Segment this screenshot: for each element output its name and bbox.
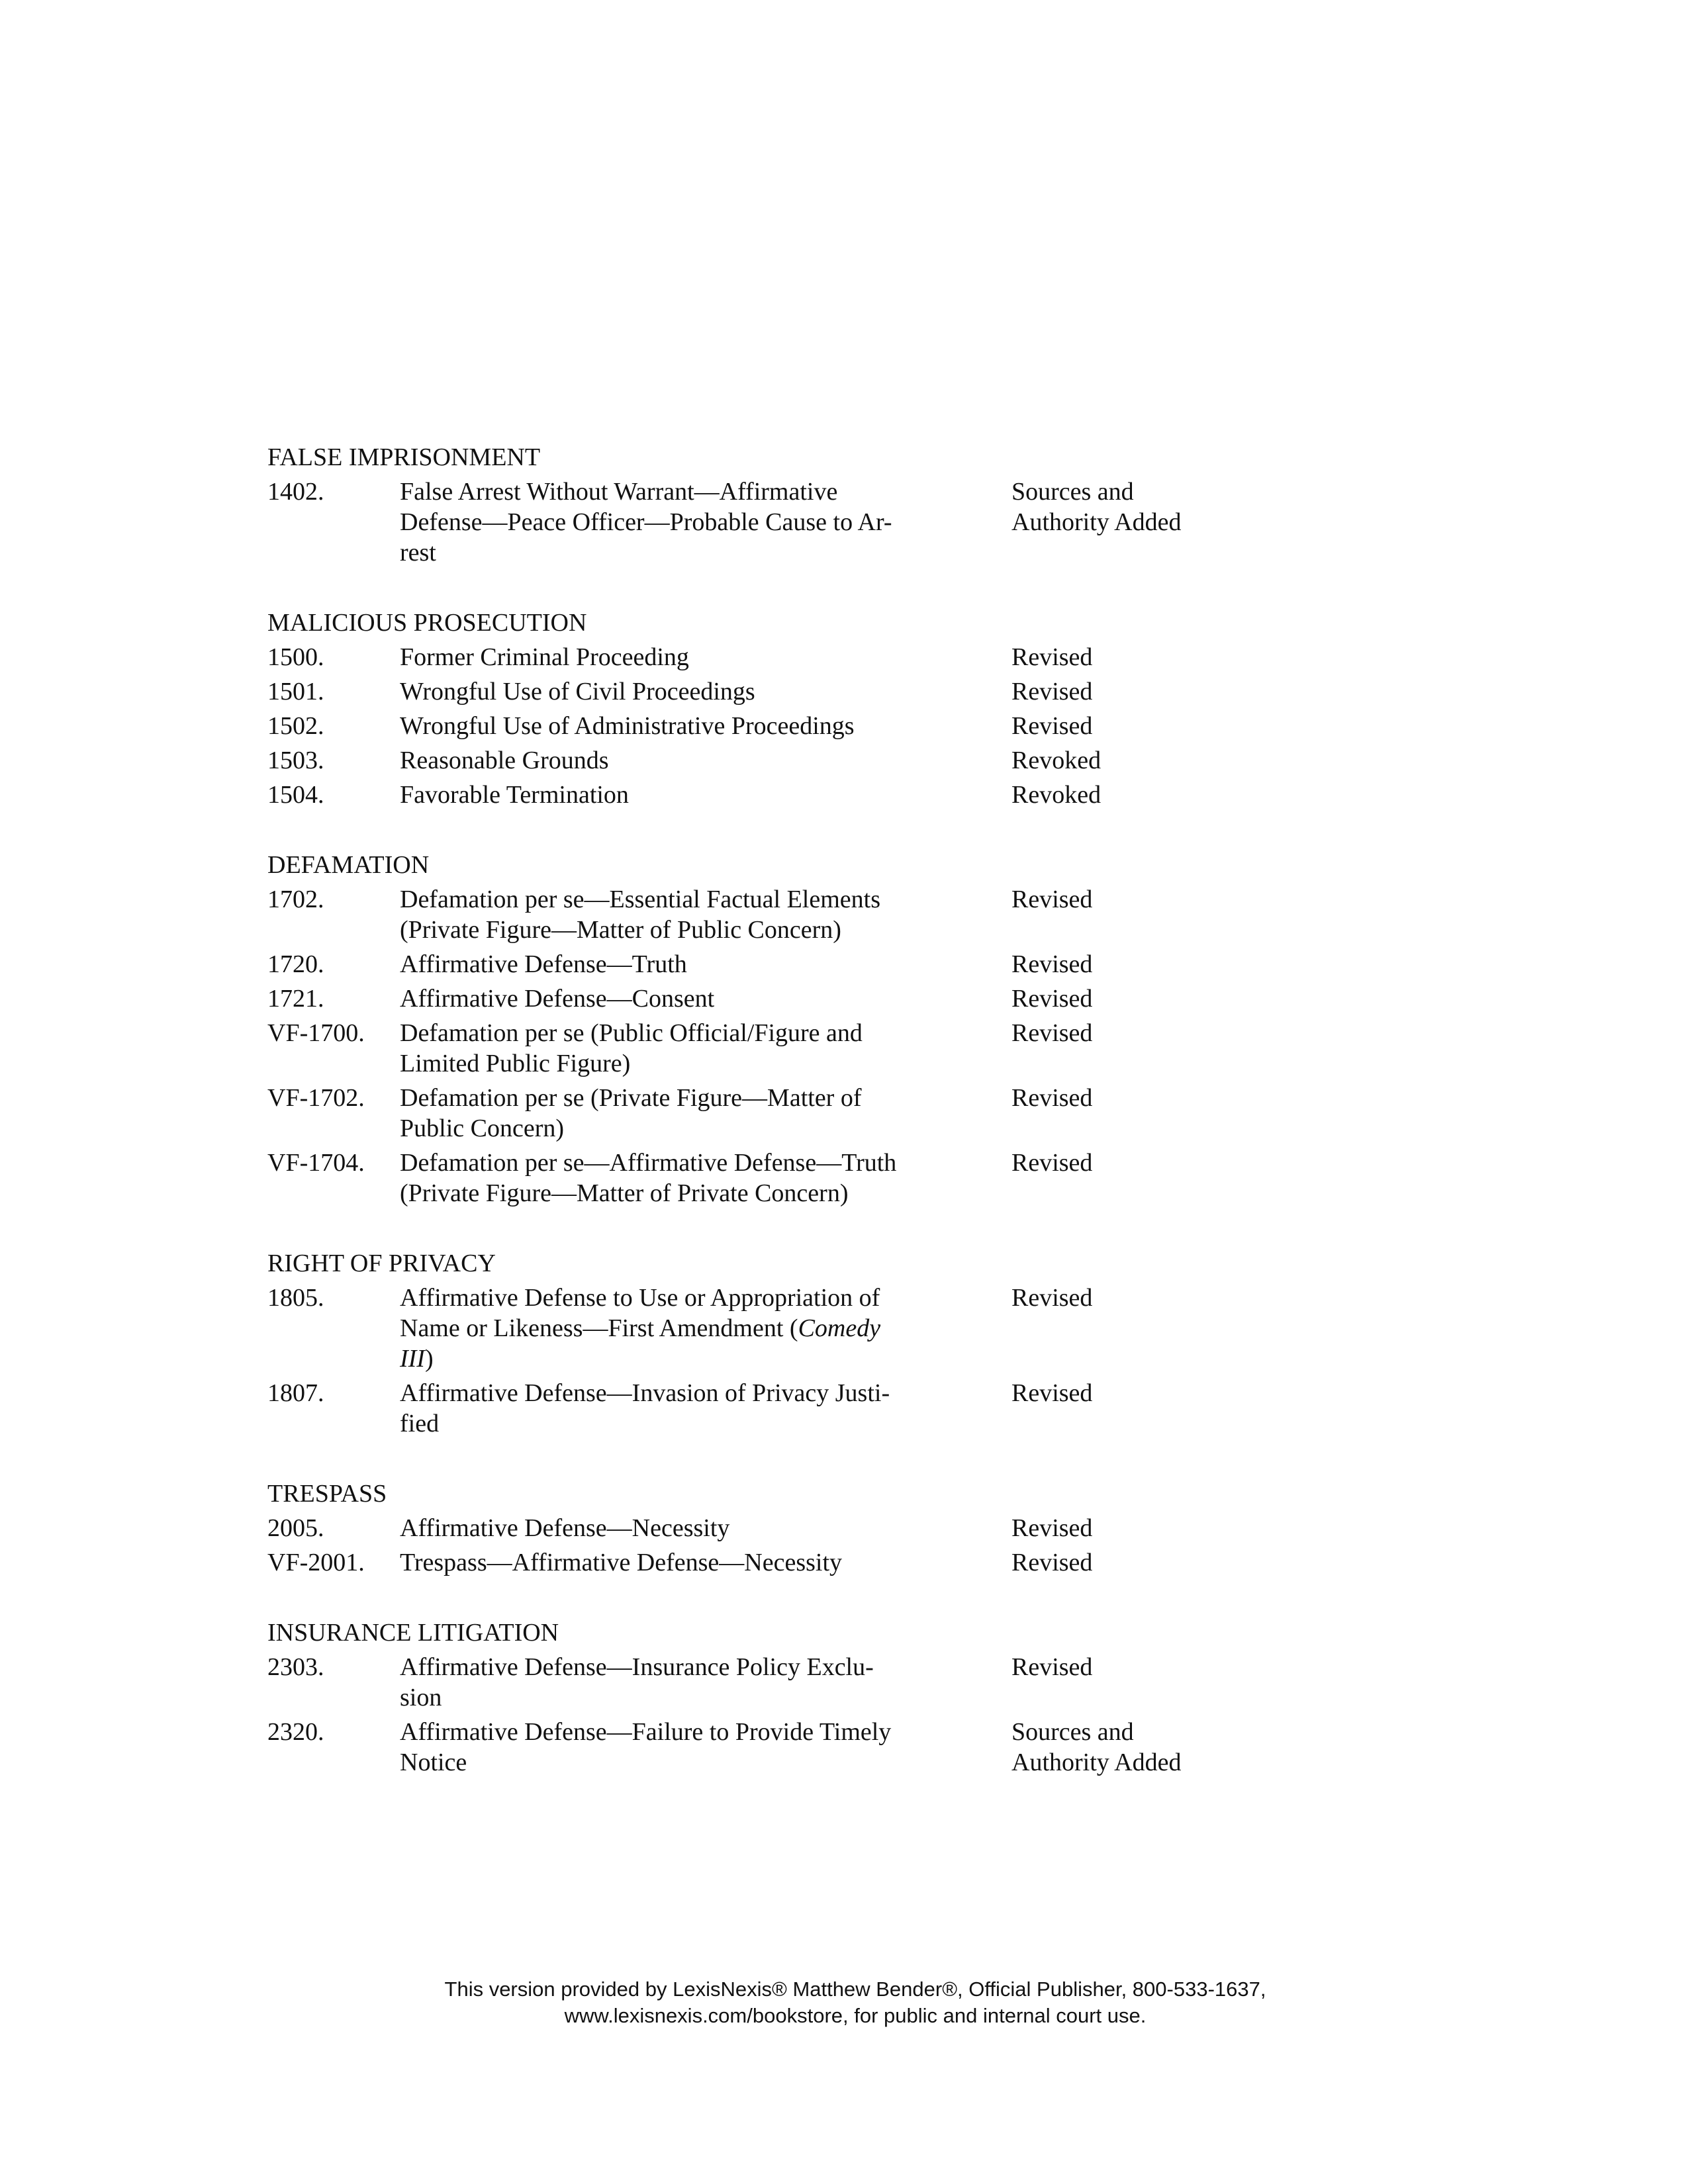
instruction-title-line: False Arrest Without Warrant—Affirmative — [400, 478, 838, 506]
instruction-row — [267, 477, 1360, 568]
revision-status-line: Revised — [1011, 1284, 1093, 1312]
revision-status — [1011, 711, 1289, 741]
section — [267, 1617, 1360, 1778]
instruction-row — [267, 642, 1360, 672]
revision-status-line: Revised — [1011, 1019, 1093, 1047]
instruction-row — [267, 676, 1360, 707]
instruction-title-line: Affirmative Defense—Truth — [400, 950, 687, 978]
instruction-row — [267, 1513, 1360, 1543]
instruction-number: 2320. — [267, 1718, 324, 1746]
instruction-title-line: Defamation per se (Private Figure—Matter of — [400, 1084, 862, 1112]
revision-status — [1011, 642, 1289, 672]
revision-status-line: Revised — [1011, 1653, 1093, 1681]
section — [267, 1248, 1360, 1439]
instruction-title — [400, 477, 996, 568]
revision-status — [1011, 477, 1289, 537]
footer-line-1: This version provided by LexisNexis® Matthew Bender®, Official Publisher, 800-533-1637, — [444, 1978, 1266, 2001]
revision-status — [1011, 983, 1289, 1014]
instruction-title — [400, 1513, 996, 1543]
instruction-number: 1807. — [267, 1379, 324, 1407]
footer-line-2: www.lexisnexis.com/bookstore, for public and internal court use. — [564, 2004, 1147, 2027]
instruction-title-line: Affirmative Defense to Use or Appropriation of — [400, 1284, 880, 1312]
instruction-number: 2303. — [267, 1653, 324, 1681]
section — [267, 1479, 1360, 1578]
instruction-title — [400, 676, 996, 707]
instruction-row — [267, 983, 1360, 1014]
instruction-number: 1805. — [267, 1284, 324, 1312]
instruction-title-line: Public Concern) — [400, 1115, 565, 1142]
revision-status-line: Authority Added — [1011, 508, 1182, 536]
revision-status-line: Revoked — [1011, 747, 1102, 774]
revision-status-line: Revised — [1011, 643, 1093, 671]
instruction-title — [400, 949, 996, 979]
instruction-row — [267, 1652, 1360, 1713]
revision-status — [1011, 1513, 1289, 1543]
instruction-number: VF-1702. — [267, 1084, 365, 1112]
revision-status-line: Revoked — [1011, 781, 1102, 809]
instruction-title — [400, 1283, 996, 1374]
revision-status — [1011, 780, 1289, 810]
instruction-title — [400, 711, 996, 741]
instruction-title-line: Wrongful Use of Civil Proceedings — [400, 678, 755, 705]
instruction-title-line: Affirmative Defense—Necessity — [400, 1514, 730, 1542]
instruction-title-line: (Private Figure—Matter of Private Concern) — [400, 1179, 849, 1207]
instruction-number: 1501. — [267, 678, 324, 705]
revision-status — [1011, 676, 1289, 707]
instruction-title-line: Notice — [400, 1749, 467, 1776]
section — [267, 608, 1360, 810]
revision-status-line: Revised — [1011, 1084, 1093, 1112]
section-title: TRESPASS — [267, 1480, 387, 1508]
revision-status-line: Revised — [1011, 1549, 1093, 1576]
revision-status — [1011, 745, 1289, 776]
instruction-number: 1702. — [267, 886, 324, 913]
instruction-title — [400, 1148, 996, 1208]
revision-status-line: Revised — [1011, 1514, 1093, 1542]
instruction-number: 1720. — [267, 950, 324, 978]
instruction-row — [267, 1547, 1360, 1578]
instruction-title-line: Defamation per se (Public Official/Figure and — [400, 1019, 863, 1047]
publisher-footer — [0, 1976, 1688, 2029]
instruction-title-line: Affirmative Defense—Failure to Provide Timely — [400, 1718, 892, 1746]
revision-status-line: Revised — [1011, 712, 1093, 740]
instruction-title-line: Affirmative Defense—Insurance Policy Exclu- — [400, 1653, 874, 1681]
instruction-row — [267, 711, 1360, 741]
section — [267, 850, 1360, 1208]
instruction-title-line: Wrongful Use of Administrative Proceedings — [400, 712, 855, 740]
revision-status — [1011, 1083, 1289, 1113]
instruction-number: VF-1700. — [267, 1019, 365, 1047]
instruction-number: 1502. — [267, 712, 324, 740]
section-title: RIGHT OF PRIVACY — [267, 1250, 496, 1277]
instruction-title-line: Reasonable Grounds — [400, 747, 609, 774]
instruction-row — [267, 780, 1360, 810]
revision-status — [1011, 1717, 1289, 1778]
revision-status — [1011, 1652, 1289, 1682]
instruction-row — [267, 949, 1360, 979]
instruction-title — [400, 1717, 996, 1778]
revision-status-line: Revised — [1011, 985, 1093, 1013]
instruction-title — [400, 642, 996, 672]
section-title: MALICIOUS PROSECUTION — [267, 609, 587, 637]
revision-status-line: Revised — [1011, 1379, 1093, 1407]
instruction-title-line: Defense—Peace Officer—Probable Cause to Ar- — [400, 508, 892, 536]
instruction-title-line: Defamation per se—Essential Factual Elements — [400, 886, 880, 913]
revision-status — [1011, 1148, 1289, 1178]
instruction-title — [400, 780, 996, 810]
instruction-title-line: (Private Figure—Matter of Public Concern) — [400, 916, 841, 944]
revision-status — [1011, 1378, 1289, 1408]
instruction-row — [267, 1018, 1360, 1079]
instruction-row — [267, 1378, 1360, 1439]
instruction-title — [400, 983, 996, 1014]
section-title: DEFAMATION — [267, 851, 430, 879]
instruction-title-line: Trespass—Affirmative Defense—Necessity — [400, 1549, 843, 1576]
section — [267, 442, 1360, 568]
instruction-title-line: rest — [400, 539, 436, 567]
revision-table — [267, 442, 1360, 1817]
instruction-number: VF-1704. — [267, 1149, 365, 1177]
instruction-row — [267, 745, 1360, 776]
instruction-title-line: Affirmative Defense—Invasion of Privacy Justi- — [400, 1379, 890, 1407]
instruction-row — [267, 884, 1360, 945]
instruction-number: 1504. — [267, 781, 324, 809]
instruction-title — [400, 1378, 996, 1439]
instruction-title-line: III) — [400, 1345, 434, 1373]
instruction-title — [400, 745, 996, 776]
revision-status-line: Revised — [1011, 678, 1093, 705]
instruction-title-line: sion — [400, 1684, 442, 1711]
section-title: INSURANCE LITIGATION — [267, 1619, 559, 1647]
instruction-title-line: Favorable Termination — [400, 781, 629, 809]
revision-status-line: Sources and — [1011, 1718, 1134, 1746]
revision-status — [1011, 1547, 1289, 1578]
instruction-number: 1500. — [267, 643, 324, 671]
instruction-title-line: Defamation per se—Affirmative Defense—Truth — [400, 1149, 897, 1177]
revision-status-line: Revised — [1011, 950, 1093, 978]
instruction-title-line: fied — [400, 1410, 440, 1437]
instruction-number: 1721. — [267, 985, 324, 1013]
revision-status-line: Authority Added — [1011, 1749, 1182, 1776]
instruction-row — [267, 1083, 1360, 1144]
revision-status — [1011, 1283, 1289, 1313]
instruction-title — [400, 1652, 996, 1713]
instruction-title — [400, 1083, 996, 1144]
revision-status — [1011, 884, 1289, 915]
instruction-title-line: Former Criminal Proceeding — [400, 643, 689, 671]
instruction-title — [400, 884, 996, 945]
instruction-number: 2005. — [267, 1514, 324, 1542]
instruction-row — [267, 1717, 1360, 1778]
revision-status — [1011, 1018, 1289, 1048]
revision-status-line: Revised — [1011, 1149, 1093, 1177]
revision-status-line: Sources and — [1011, 478, 1134, 506]
revision-status-line: Revised — [1011, 886, 1093, 913]
instruction-title-line: Limited Public Figure) — [400, 1050, 631, 1077]
instruction-title-line: Affirmative Defense—Consent — [400, 985, 715, 1013]
instruction-row — [267, 1148, 1360, 1208]
instruction-title — [400, 1018, 996, 1079]
instruction-number: VF-2001. — [267, 1549, 365, 1576]
instruction-title — [400, 1547, 996, 1578]
revision-status — [1011, 949, 1289, 979]
section-title: FALSE IMPRISONMENT — [267, 443, 541, 471]
instruction-number: 1402. — [267, 478, 324, 506]
instruction-number: 1503. — [267, 747, 324, 774]
instruction-row — [267, 1283, 1360, 1374]
instruction-title-line: Name or Likeness—First Amendment (Comedy — [400, 1314, 881, 1342]
